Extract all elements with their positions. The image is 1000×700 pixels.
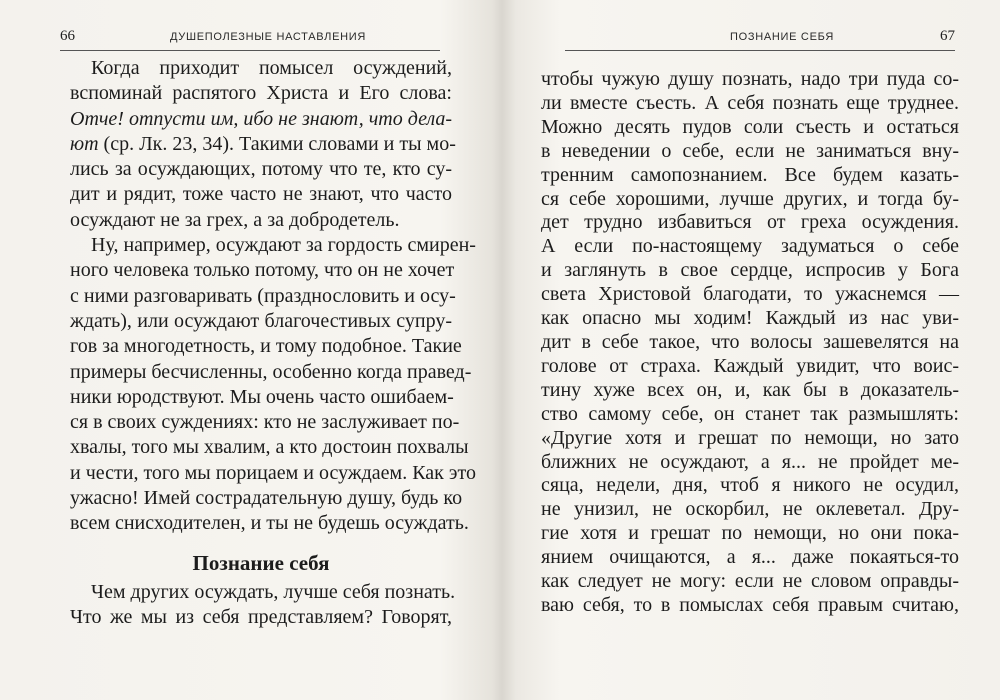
paragraph-1 xyxy=(70,56,456,233)
text-line: в неведении о себе, если не заниматься вну- xyxy=(541,139,959,162)
text-line: Что же мы из себя представляем? Говорят, xyxy=(70,606,452,629)
text-line: не унизил, не оскорбил, не оклеветал. Дру- xyxy=(541,498,959,521)
right-page xyxy=(500,0,1000,700)
text-line: гие хотя и грешат по немощи, но они пока- xyxy=(541,522,959,545)
text-line: как следует не могу: если не словом оправды- xyxy=(541,570,959,593)
text-line: ближних не осуждают, а я... не пройдет ме- xyxy=(541,450,959,473)
text-line: Можно десять пудов соли съесть и остаться xyxy=(541,115,959,138)
text-line: гов за многодетность, и тому подобное. Такие xyxy=(70,335,462,358)
text-line: «Другие хотя и грешат по немощи, но зато xyxy=(541,426,959,449)
text-line: примеры бесчисленны, особенно когда правед- xyxy=(70,360,472,383)
text-line: сяца, недели, дня, чтоб я никого не осудил, xyxy=(541,474,959,497)
text-line: дит и рядит, тоже часто не знают, что часто xyxy=(70,183,452,206)
text-line: ство самому себе, он станет так размышлять: xyxy=(541,402,959,425)
text-line: А если по-настоящему задуматься о себе xyxy=(541,235,959,258)
text-line xyxy=(70,132,456,157)
text-line: ного человека только потому, что он не хочет xyxy=(70,259,455,282)
text-line: дит в себе такое, что волосы зашевелятся на xyxy=(541,330,959,353)
text-line: Чем других осуждать, лучше себя познать. xyxy=(91,580,456,603)
text-line: ся себе хорошими, лучше других, и тогда бу- xyxy=(541,187,959,210)
text-line: ужасно! Имей сострадательную душу, будь ко xyxy=(70,487,463,510)
italic-fragment: ют xyxy=(70,132,99,155)
text-line: ждать), или осуждают благочестивых супру- xyxy=(70,309,452,332)
page-number-left: 66 xyxy=(60,28,75,44)
text-line: света Христовой благодати, то ужаснемся — xyxy=(541,283,959,306)
text-line: янием очищаются, а я... даже покаяться-то xyxy=(541,546,959,569)
text-line: голове от страха. Каждый увидит, что воис- xyxy=(541,354,959,377)
text-fragment: (ср. Лк. 23, 34). Такими словами и ты мо- xyxy=(98,132,456,155)
text-line: лись за осуждающих, потому что те, кто су- xyxy=(70,158,452,181)
right-page-header xyxy=(565,22,955,51)
text-line: и чести, того мы порицаем и осуждаем. Как это xyxy=(70,461,476,484)
text-line: дет трудно избавиться от греха осуждения. xyxy=(541,211,959,234)
section-heading: Познание себя xyxy=(192,550,330,575)
text-line: всем снисходителен, и ты не будешь осуждать. xyxy=(70,512,469,535)
text-line: и заглянуть в свое сердце, испросив у Бога xyxy=(541,259,959,282)
running-title-right: ПОЗНАНИЕ СЕБЯ xyxy=(730,31,835,43)
text-line: тренним самопознанием. Все будем казать- xyxy=(541,163,959,186)
text-line-italic: Отче! отпусти им, ибо не знают, что дела- xyxy=(70,107,453,130)
text-line: с ними разговаривать (празднословить и осу- xyxy=(70,284,456,307)
text-line: ваю себя, то в помыслах себя правым считаю, xyxy=(541,593,959,616)
text-line: как опасно мы ходим! Каждый из нас уви- xyxy=(541,307,959,330)
text-line: ники юродствуют. Мы очень часто ошибаем- xyxy=(70,385,454,408)
page-number-right: 67 xyxy=(940,28,955,44)
left-page-header xyxy=(60,22,440,51)
text-line: тину хуже всех он, и, как бы в доказатель- xyxy=(541,378,959,401)
text-line: осуждают не за грех, а за добродетель. xyxy=(70,208,400,231)
text-line: вспоминай распятого Христа и Его слова: xyxy=(70,82,452,105)
text-line: ся в своих суждениях: кто не заслуживает по- xyxy=(70,411,460,434)
right-page-text xyxy=(541,68,959,618)
paragraph-3 xyxy=(70,580,456,631)
text-line: хвалы, того мы хвалим, а кто достоин похвалы xyxy=(70,436,469,459)
text-line: Ну, например, осуждают за гордость смирен- xyxy=(91,234,476,257)
text-line: ли вместе съесть. А себя познать еще труднее. xyxy=(541,91,959,114)
text-line: чтобы чужую душу познать, надо три пуда со- xyxy=(541,68,959,90)
text-line: Когда приходит помысел осуждений, xyxy=(91,57,452,79)
paragraph-2 xyxy=(70,233,476,537)
running-title-left: ДУШЕПОЛЕЗНЫЕ НАСТАВЛЕНИЯ xyxy=(170,31,367,43)
left-page-text xyxy=(70,56,476,631)
